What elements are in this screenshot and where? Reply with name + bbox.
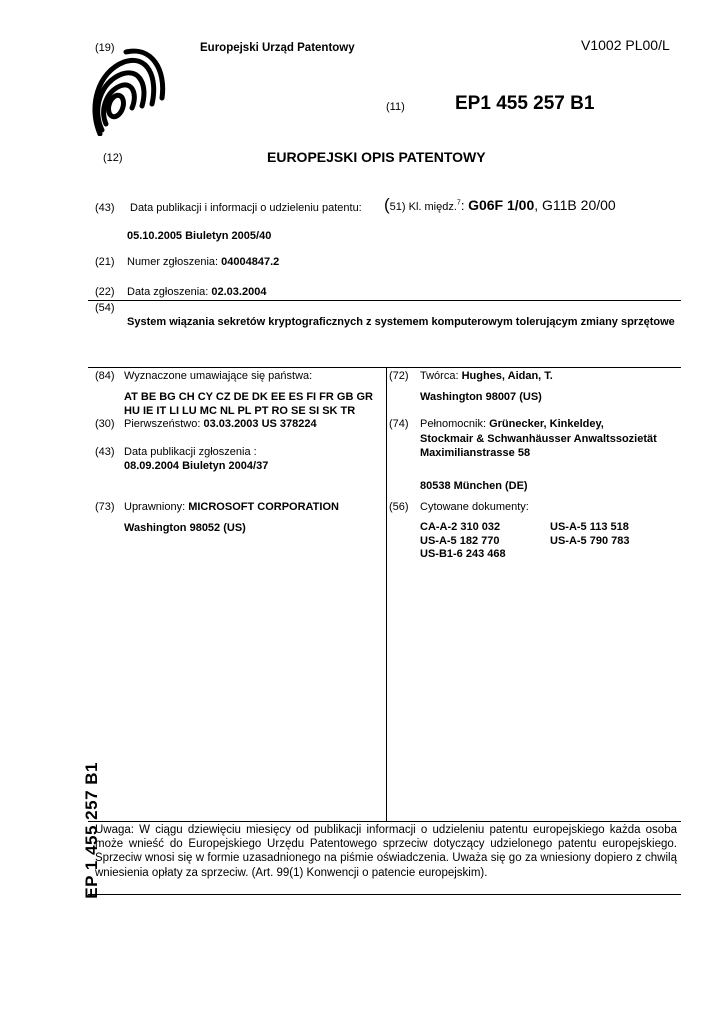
representative bbox=[420, 418, 604, 430]
classification-label: 51) Kl. międz. bbox=[389, 201, 457, 213]
opposition-notice: Uwaga: W ciągu dziewięciu miesięcy od publikacji informacji o udzieleniu patentu europejskiego każda osoba może wnieść do Europejskiego Urzędu Patentowego sprzeciw dotyczący udzielonego patentu europejskiego. Sprzeciw wnosi się w formie uzasadnionego na piśmie oświadczenia. Uważa się go za wniesiony dopiero z chwilą wniesienia opłaty za sprzeciw. (Art. 99(1) Konwencji o patencie europejskim). bbox=[95, 824, 677, 879]
designated-states-line2: HU IE IT LI LU MC NL PL PT RO SE SI SK TR bbox=[124, 405, 356, 417]
representative-label: Pełnomocnik: bbox=[420, 418, 490, 430]
application-number bbox=[127, 256, 279, 268]
classification-main: G06F 1/00 bbox=[468, 197, 535, 213]
notice-bottom-border bbox=[88, 894, 681, 895]
inid-code-72: (72) bbox=[389, 370, 409, 382]
document-reference: V1002 PL00/L bbox=[581, 37, 670, 53]
inid-code-56: (56) bbox=[389, 501, 409, 513]
cited-documents-label: Cytowane dokumenty: bbox=[420, 501, 529, 513]
inid-code-12: (12) bbox=[103, 152, 123, 164]
inid-code-84: (84) bbox=[95, 370, 115, 382]
classification-paren: ( bbox=[384, 195, 390, 214]
classification-edition: 7 bbox=[456, 199, 461, 207]
classification-line bbox=[384, 195, 616, 215]
office-name: Europejski Urząd Patentowy bbox=[200, 42, 355, 54]
inid-code-22: (22) bbox=[95, 286, 115, 298]
notice-top-border bbox=[88, 821, 681, 822]
cited-document: US-B1-6 243 468 bbox=[420, 548, 506, 560]
table-column-divider bbox=[386, 367, 387, 821]
priority-label: Pierwszeństwo: bbox=[124, 418, 204, 430]
inid-code-19: (19) bbox=[95, 42, 115, 54]
representative-line2: Stockmair & Schwanhäusser Anwaltssozietät bbox=[420, 433, 657, 445]
inventor-value: Hughes, Aidan, T. bbox=[461, 370, 553, 382]
inventor-address: Washington 98007 (US) bbox=[420, 391, 542, 403]
cited-document: CA-A-2 310 032 bbox=[420, 521, 501, 533]
cited-document: US-A-5 113 518 bbox=[550, 521, 629, 533]
filing-date-value: 02.03.2004 bbox=[211, 286, 267, 298]
cited-document: US-A-5 182 770 bbox=[420, 535, 500, 547]
classification-secondary: , G11B 20/00 bbox=[534, 197, 616, 213]
designated-states-line1: AT BE BG CH CY CZ DE DK EE ES FI FR GB GR bbox=[124, 391, 373, 403]
proprietor-address: Washington 98052 (US) bbox=[124, 522, 246, 534]
invention-title: System wiązania sekretów kryptograficznych z systemem komputerowym tolerującym zmiany sprzętowe bbox=[127, 316, 675, 328]
grant-publication-label: Data publikacji i informacji o udzieleniu patentu: bbox=[130, 202, 362, 214]
filing-date-label: Data zgłoszenia: bbox=[127, 286, 212, 298]
inid-code-73: (73) bbox=[95, 501, 115, 513]
inid-code-11: (11) bbox=[386, 101, 405, 113]
document-type: EUROPEJSKI OPIS PATENTOWY bbox=[267, 149, 486, 165]
inventor-label: Twórca: bbox=[420, 370, 462, 382]
application-publication-label: Data publikacji zgłoszenia : bbox=[124, 446, 257, 458]
grant-publication-value: 05.10.2005 Biuletyn 2005/40 bbox=[127, 230, 272, 242]
representative-line3: Maximilianstrasse 58 bbox=[420, 447, 531, 459]
application-number-label: Numer zgłoszenia: bbox=[127, 256, 222, 268]
representative-line4: 80538 München (DE) bbox=[420, 480, 528, 492]
cited-document: US-A-5 790 783 bbox=[550, 535, 630, 547]
epo-logo-icon bbox=[92, 48, 166, 136]
inid-code-43: (43) bbox=[95, 202, 115, 214]
divider-top bbox=[88, 300, 681, 301]
inid-code-30: (30) bbox=[95, 418, 115, 430]
inid-code-21: (21) bbox=[95, 256, 115, 268]
filing-date bbox=[127, 286, 266, 298]
publication-number: EP1 455 257 B1 bbox=[455, 93, 595, 114]
proprietor bbox=[124, 501, 339, 513]
priority-value: 03.03.2003 US 378224 bbox=[203, 418, 317, 430]
classification-colon: : bbox=[460, 198, 465, 213]
representative-value: Grünecker, Kinkeldey, bbox=[489, 418, 604, 430]
table-top-border bbox=[88, 367, 681, 368]
inventor bbox=[420, 370, 553, 382]
vertical-publication-number: EP 1 455 257 B1 bbox=[82, 762, 101, 899]
designated-states-label: Wyznaczone umawiające się państwa: bbox=[124, 370, 313, 382]
application-publication-value: 08.09.2004 Biuletyn 2004/37 bbox=[124, 460, 269, 472]
inid-code-43b: (43) bbox=[95, 446, 115, 458]
application-number-value: 04004847.2 bbox=[221, 256, 280, 268]
priority bbox=[124, 418, 317, 430]
inid-code-54: (54) bbox=[95, 302, 115, 314]
proprietor-value: MICROSOFT CORPORATION bbox=[188, 501, 339, 513]
proprietor-label: Uprawniony: bbox=[124, 501, 189, 513]
inid-code-74: (74) bbox=[389, 418, 409, 430]
